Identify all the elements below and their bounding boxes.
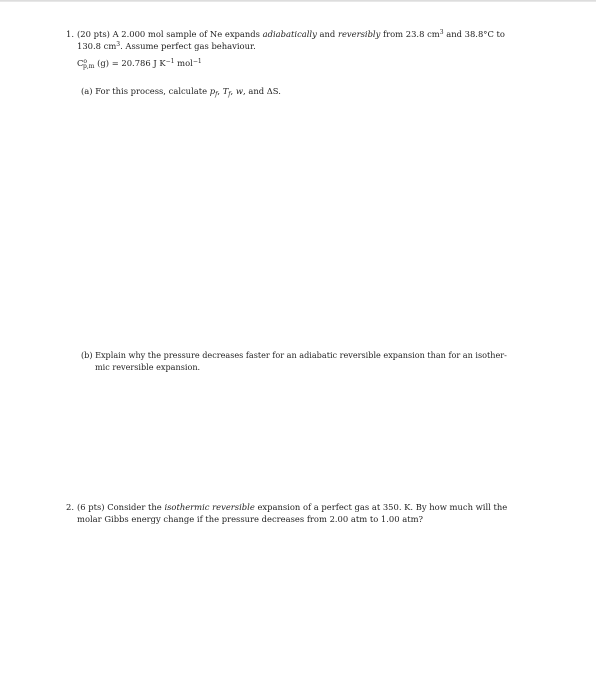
points: (6 pts) (77, 502, 105, 512)
part-a: (a) For this process, calculate $p_f$, $T_f$, w, and ΔS. (81, 86, 281, 98)
problem-number: 1. (66, 29, 74, 39)
problem-1-line-2: 130.8 $cm^3$. Assume perfect gas behaviour. (77, 41, 256, 51)
part-b-line-1: (b) Explain why the pressure decreases faster for an adiabatic reversible expansion than for an isother- (81, 350, 507, 360)
problem-1-line-1: (20 pts) A 2.000 mol sample of Ne expands adiabatically and reversibly from 23.8 $cm^3$ and 38.8°C to (77, 29, 505, 39)
part-label: (a) (81, 86, 93, 96)
heat-capacity-line: $C^o_{p,m}$ (g) = 20.786 J $K^{-1}$ mol$^{-1}$ (77, 58, 202, 70)
problem-number: 2. (66, 502, 74, 512)
problem-2-line-2: molar Gibbs energy change if the pressure decreases from 2.00 atm to 1.00 atm? (77, 514, 424, 524)
part-b-line-2: mic reversible expansion. (95, 362, 201, 372)
points: (20 pts) (77, 29, 110, 39)
problem-2-line-1: (6 pts) Consider the isothermic reversible expansion of a perfect gas at 350. K. By how much will the (77, 502, 508, 512)
part-label: (b) (81, 350, 93, 360)
